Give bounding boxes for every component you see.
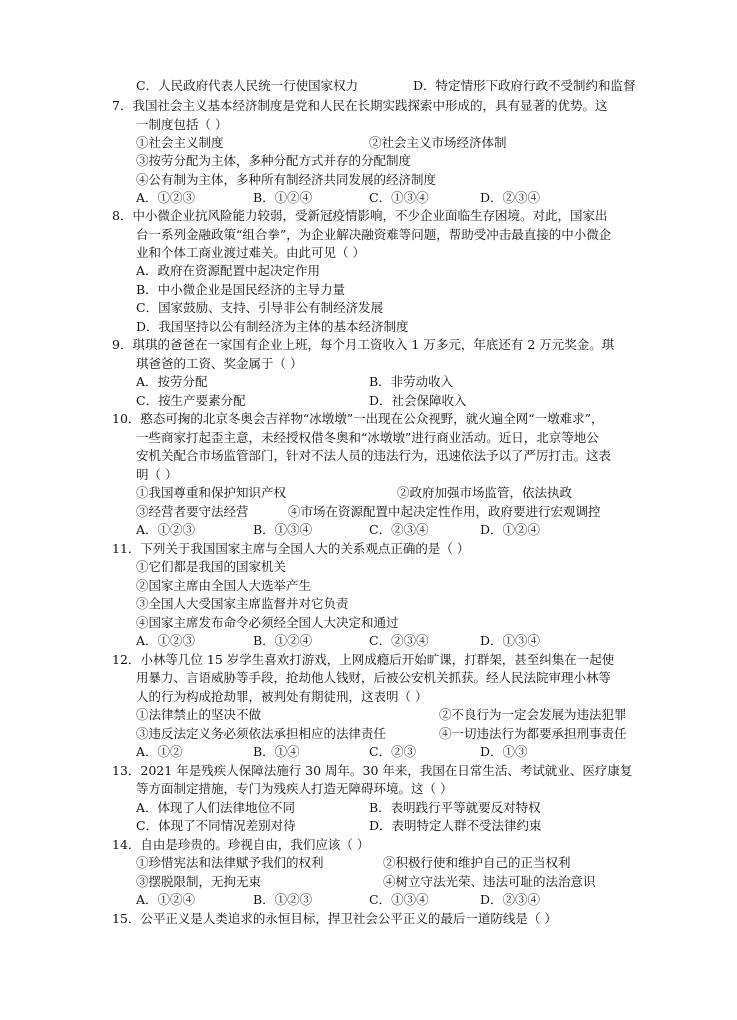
q11-statement-3: ③全国人大受国家主席监督并对它负责 — [136, 596, 349, 611]
q6-option-d: D．特定情形下政府行政不受制约和监督 — [413, 78, 636, 93]
q10-option-b: B．①③④ — [253, 522, 313, 537]
q14-option-c: C．①③④ — [369, 892, 429, 907]
q11-statement-4: ④国家主席发布命令必须经全国人大决定和通过 — [136, 615, 399, 630]
q12-option-d: D．①③ — [480, 744, 528, 759]
q8-option-b: B．中小微企业是国民经济的主导力量 — [136, 282, 346, 297]
q8-stem-line1: 8．中小微企业抗风险能力较弱，受新冠疫情影响，不少企业面临生存困境。对此，国家出 — [112, 208, 608, 223]
q14-statement-4: ④树立守法光荣、违法可耻的法治意识 — [383, 874, 596, 889]
q8-stem-line3: 业和个体工商业渡过难关。由此可见（ ） — [136, 245, 365, 260]
q11-stem-line1: 11．下列关于我国国家主席与全国人大的关系观点正确的是（ ） — [112, 541, 470, 556]
q14-statement-2: ②积极行使和维护自己的正当权利 — [383, 855, 571, 870]
q13-stem-line1: 13．2021 年是残疾人保障法施行 30 周年。30 年来，我国在日常生活、考试就业、医疗康复 — [112, 763, 633, 778]
q12-statement-2: ②不良行为一定会发展为违法犯罪 — [439, 707, 627, 722]
q7-statement-1: ①社会主义制度 — [136, 135, 224, 150]
q15-stem-line1: 15．公平正义是人类追求的永恒目标，捍卫社会公平正义的最后一道防线是（ ） — [112, 911, 557, 926]
q10-stem-line4: 明（ ） — [136, 467, 178, 482]
q14-option-d: D．②③④ — [480, 892, 541, 907]
q9-stem-line1: 9．琪琪的爸爸在一家国有企业上班，每个月工资收入 1 万多元，年底还有 2 万元奖金。琪 — [112, 337, 615, 352]
q7-stem-line2: 一制度包括（ ） — [136, 117, 228, 132]
q12-stem-line2: 用暴力、言语威胁等手段，抢劫他人钱财，后被公安机关抓获。经人民法院审理小林等 — [136, 670, 612, 685]
q11-option-b: B．①②④ — [253, 633, 313, 648]
q12-statement-4: ④一切违法行为都要承担刑事责任 — [439, 726, 627, 741]
q7-statement-2: ②社会主义市场经济体制 — [369, 135, 507, 150]
q13-option-c: C．体现了不同情况差别对待 — [136, 818, 296, 833]
q9-stem-line2: 琪爸爸的工资、奖金属于（ ） — [136, 356, 303, 371]
q7-option-a: A．①②③ — [136, 190, 196, 205]
q8-option-a: A．政府在资源配置中起决定作用 — [136, 263, 321, 278]
q7-statement-3: ③按劳分配为主体，多种分配方式并存的分配制度 — [136, 153, 412, 168]
q9-option-a: A．按劳分配 — [136, 374, 208, 389]
q9-option-b: B．非劳动收入 — [369, 374, 454, 389]
q13-option-a: A．体现了人们法律地位不同 — [136, 800, 296, 815]
q10-option-a: A．①②③ — [136, 522, 196, 537]
q11-statement-2: ②国家主席由全国人大选举产生 — [136, 578, 312, 593]
q14-option-a: A．①②④ — [136, 892, 196, 907]
q12-stem-line3: 人的行为构成抢劫罪，被判处有期徒刑，这表明（ ） — [136, 689, 428, 704]
q11-option-c: C．②③④ — [369, 633, 429, 648]
q7-option-d: D．②③④ — [480, 190, 541, 205]
q12-statement-3: ③违反法定义务必须依法承担相应的法律责任 — [136, 726, 387, 741]
q6-option-c: C．人民政府代表人民统一行使国家权力 — [136, 78, 359, 93]
q8-stem-line2: 台一系列金融政策“组合拳”，为企业解决融资难等问题，帮助受冲击最直接的中小微企 — [136, 227, 612, 242]
q8-option-d: D．我国坚持以公有制经济为主体的基本经济制度 — [136, 319, 409, 334]
q14-stem-line1: 14．自由是珍贵的。珍视自由，我们应该（ ） — [112, 837, 370, 852]
q10-option-d: D．①②④ — [480, 522, 541, 537]
q13-stem-line2: 等方面制定措施，专门为残疾人打造无障碍环境。这（ ） — [136, 781, 453, 796]
q7-stem-line1: 7．我国社会主义基本经济制度是党和人民在长期实践探索中形成的，具有显著的优势。这 — [112, 98, 608, 113]
q11-option-d: D．①③④ — [480, 633, 541, 648]
q10-statement-1: ①我国尊重和保护知识产权 — [136, 485, 287, 500]
q12-option-b: B．①④ — [253, 744, 300, 759]
q12-option-a: A．①② — [136, 744, 183, 759]
q12-stem-line1: 12．小林等几位 15 岁学生喜欢打游戏，上网成瘾后开始旷课，打群架，甚至纠集在一起使 — [112, 652, 615, 667]
q7-option-c: C．①③④ — [369, 190, 429, 205]
q13-option-d: D．表明特定人群不受法律约束 — [369, 818, 542, 833]
q10-stem-line2: 一些商家打起歪主意，未经授权借冬奥和“冰墩墩”进行商业活动。近日，北京等地公 — [136, 430, 599, 445]
q14-statement-1: ①珍惜宪法和法律赋予我们的权利 — [136, 855, 324, 870]
q7-statement-4: ④公有制为主体，多种所有制经济共同发展的经济制度 — [136, 172, 437, 187]
q14-option-b: B．①②③ — [253, 892, 313, 907]
q7-option-b: B．①②④ — [253, 190, 313, 205]
q12-statement-1: ①法律禁止的坚决不做 — [136, 707, 262, 722]
q9-option-c: C．按生产要素分配 — [136, 393, 246, 408]
q9-option-d: D．社会保障收入 — [369, 393, 467, 408]
q12-option-c: C．②③ — [369, 744, 417, 759]
q10-stem-line1: 10．憨态可掬的北京冬奥会吉祥物“冰墩墩”一出现在公众视野，就火遍全网“一墩难求”， — [112, 411, 604, 426]
q8-option-c: C．国家鼓励、支持、引导非公有制经济发展 — [136, 300, 384, 315]
q10-option-c: C．②③④ — [369, 522, 429, 537]
q11-option-a: A．①②③ — [136, 633, 196, 648]
q13-option-b: B．表明践行平等就要反对特权 — [369, 800, 541, 815]
q10-statement-3: ③经营者要守法经营 — [136, 504, 249, 519]
q10-stem-line3: 安机关配合市场监管部门，针对不法人员的违法行为，迅速依法予以了严厉打击。这表 — [136, 448, 612, 463]
q10-statement-2: ②政府加强市场监管，依法执政 — [397, 485, 573, 500]
q14-statement-3: ③摆脱限制，无拘无束 — [136, 874, 262, 889]
q11-statement-1: ①它们都是我国的国家机关 — [136, 559, 287, 574]
q10-statement-4: ④市场在资源配置中起决定性作用，政府要进行宏观调控 — [288, 504, 601, 519]
